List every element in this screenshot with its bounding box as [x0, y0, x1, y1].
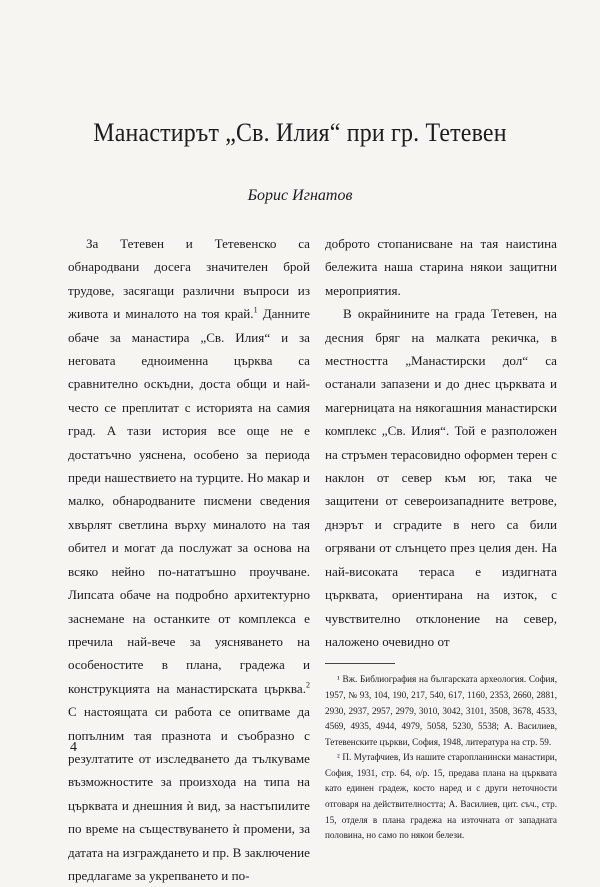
footnotes: [325, 672, 557, 844]
right-column: [325, 232, 557, 844]
body-paragraph: В окрайнините на града Тетевен, на десния бряг на малката рекичка, в местността „Манастирски дол“ са останали запазени и до днес църквата и магерницата на някогашния манастирски комплекс „Св. Илия“. Той е разположен на стръмен терасовидно оформен терен с наклон от север към юг, така че защитени от североизападните ветрове, днэрът и сградите в него са били огрявани от слънцето през целия ден. На най-високата тераса е издигната църквата, ориентирана на изток, с чувствително отклонение на север, наложено очевидно от: [325, 306, 557, 649]
article-author: Борис Игнатов: [247, 187, 353, 204]
page-number: 4: [70, 740, 77, 755]
left-column: [68, 232, 310, 887]
article-title: Манастирът „Св. Илия“ при гр. Тетевен: [93, 118, 507, 147]
body-paragraph: За Тетевен и Тетевенско са обнародвани досега значителен брой трудове, засягащи различни въпроси из живота и миналото на тоя край.$^1$ Данните обаче за манастира „Св. Илия“ и за неговата едноименна църква са сравнително оскъдни, доста общи и най-често се преплитат с историята на самия град. А тази история все още не е достатъчно уяснена, особено за периода преди нашествието на турците. Но макар и малко, обнародваните писмени сведения хвърлят светлина върху миналото на тая обител и могат да послужат за основа на всяко нейно по-нататъшно проучване. Липсата обаче на подробно архитектурно заснемане на останките от комплекса е пречила най-вече за уясняването на особеностите в плана, градежа и конструкцията на манастирската църква.$^2$ С настоящата си работа се опитваме да попълним тая празнота и съобразно с резултатите от изследването да тълкуваме възможностите за произхода на типа на църквата и днешния ѝ вид, за настъпилите по време на съществуването ѝ промени, за датата на изграждането и пр. В заключение предлагаме за укрепването и по-: [68, 236, 310, 883]
footnote-mark: 2: [306, 680, 310, 690]
footnote-rule: [325, 663, 395, 664]
body-paragraph: доброто стопанисване на тая наистина бележита наша старина някои защитни мероприятия.: [325, 236, 557, 298]
footnote: ¹ Вж. Библиография на българската археология. София, 1957, № 93, 104, 190, 217, 540, 617, 1160, 2353, 2660, 2881, 2930, 2937, 2957, 2979, 3010, 3042, 3101, 3508, 3678, 4533, 4569, 4935, 4944, 4979, 5058, 5230, 5538; А. Василиев, Тетевенските църкви, София, 1948, литература на стр. 59.: [325, 674, 557, 747]
footnote-mark: 1: [253, 305, 258, 315]
footnote: ² П. Мутафчиев, Из нашите старопланински манастири, София, 1931, стр. 64, о/р. 15, предава плана на църквата като единен градеж, косто наред и с други неточности отговаря на действителността; А. Василиев, цит. съч., стр. 15, отделя в плана градежа на източната от западната половина, но само по някои белези.: [325, 752, 557, 841]
